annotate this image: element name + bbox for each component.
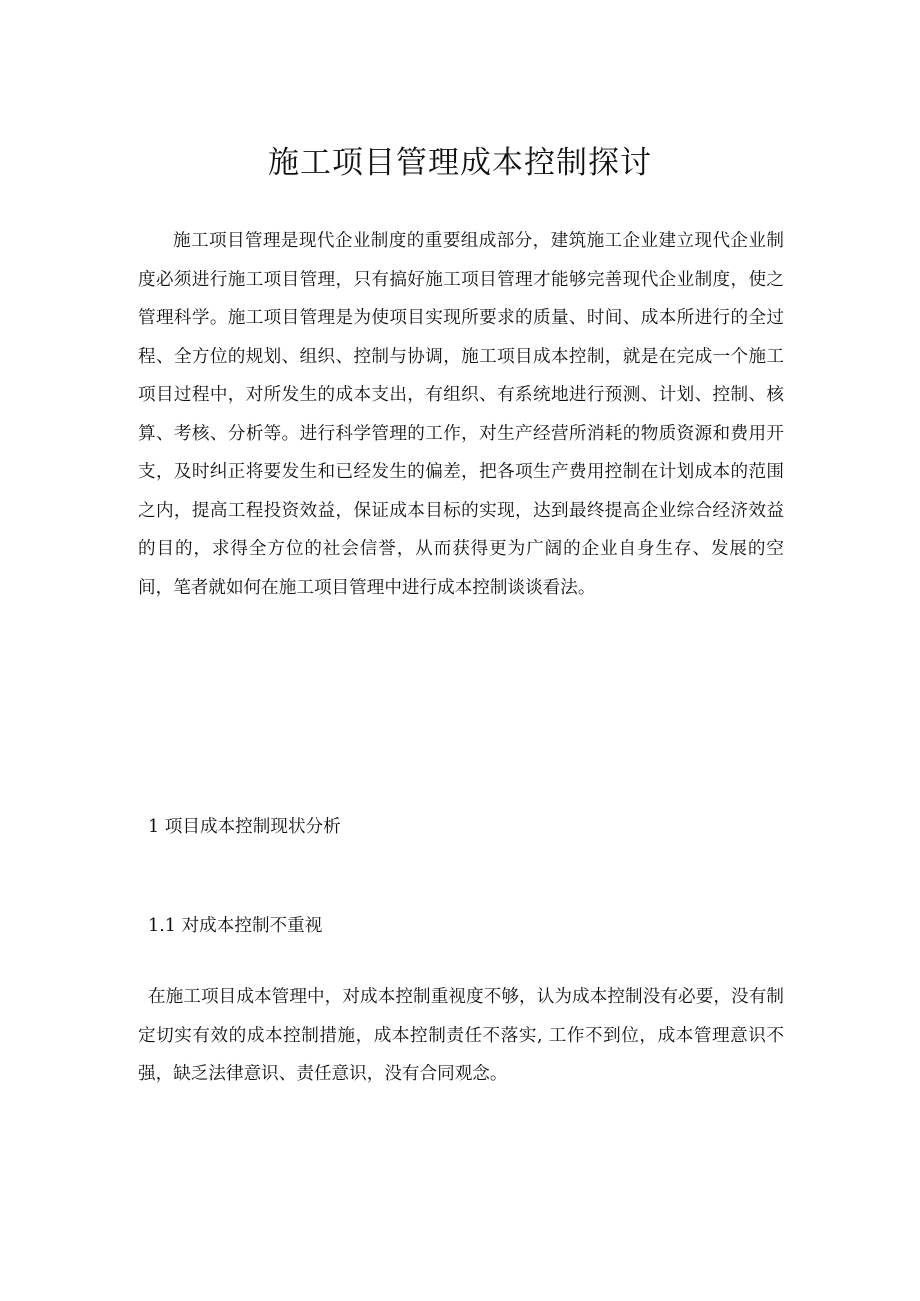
section-1-1-paragraph: 在施工项目成本管理中，对成本控制重视度不够，认为成本控制没有必要，没有制定切实有效的成本控制措施，成本控制责任不落实, 工作不到位，成本管理意识不强，缺乏法律意识、责任意识，没有合同观念。 bbox=[138, 987, 784, 1084]
section-heading-1: 1 项目成本控制现状分析 bbox=[148, 817, 341, 837]
intro-paragraph: 施工项目管理是现代企业制度的重要组成部分，建筑施工企业建立现代企业制度必须进行施工项目管理，只有搞好施工项目管理才能够完善现代企业制度，使之管理科学。施工项目管理是为使项目实现所要求的质量、时间、成本所进行的全过程、全方位的规划、组织、控制与协调，施工项目成本控制，就是在完成一个施工项目过程中，对所发生的成本支出，有组织、有系统地进行预测、计划、控制、核算、考核、分析等。进行科学管理的工作，对生产经营所消耗的物质资源和费用开支，及时纠正将要发生和已经发生的偏差，把各项生产费用控制在计划成本的范围之内，提高工程投资效益，保证成本目标的实现，达到最终提高企业综合经济效益的目的，求得全方位的社会信誉，从而获得更为广阔的企业自身生存、发展的空间，笔者就如何在施工项目管理中进行成本控制谈谈看法。 bbox=[138, 231, 784, 598]
document-title: 施工项目管理成本控制探讨 bbox=[268, 145, 652, 181]
section-heading-1-1: 1.1 对成本控制不重视 bbox=[148, 916, 323, 936]
